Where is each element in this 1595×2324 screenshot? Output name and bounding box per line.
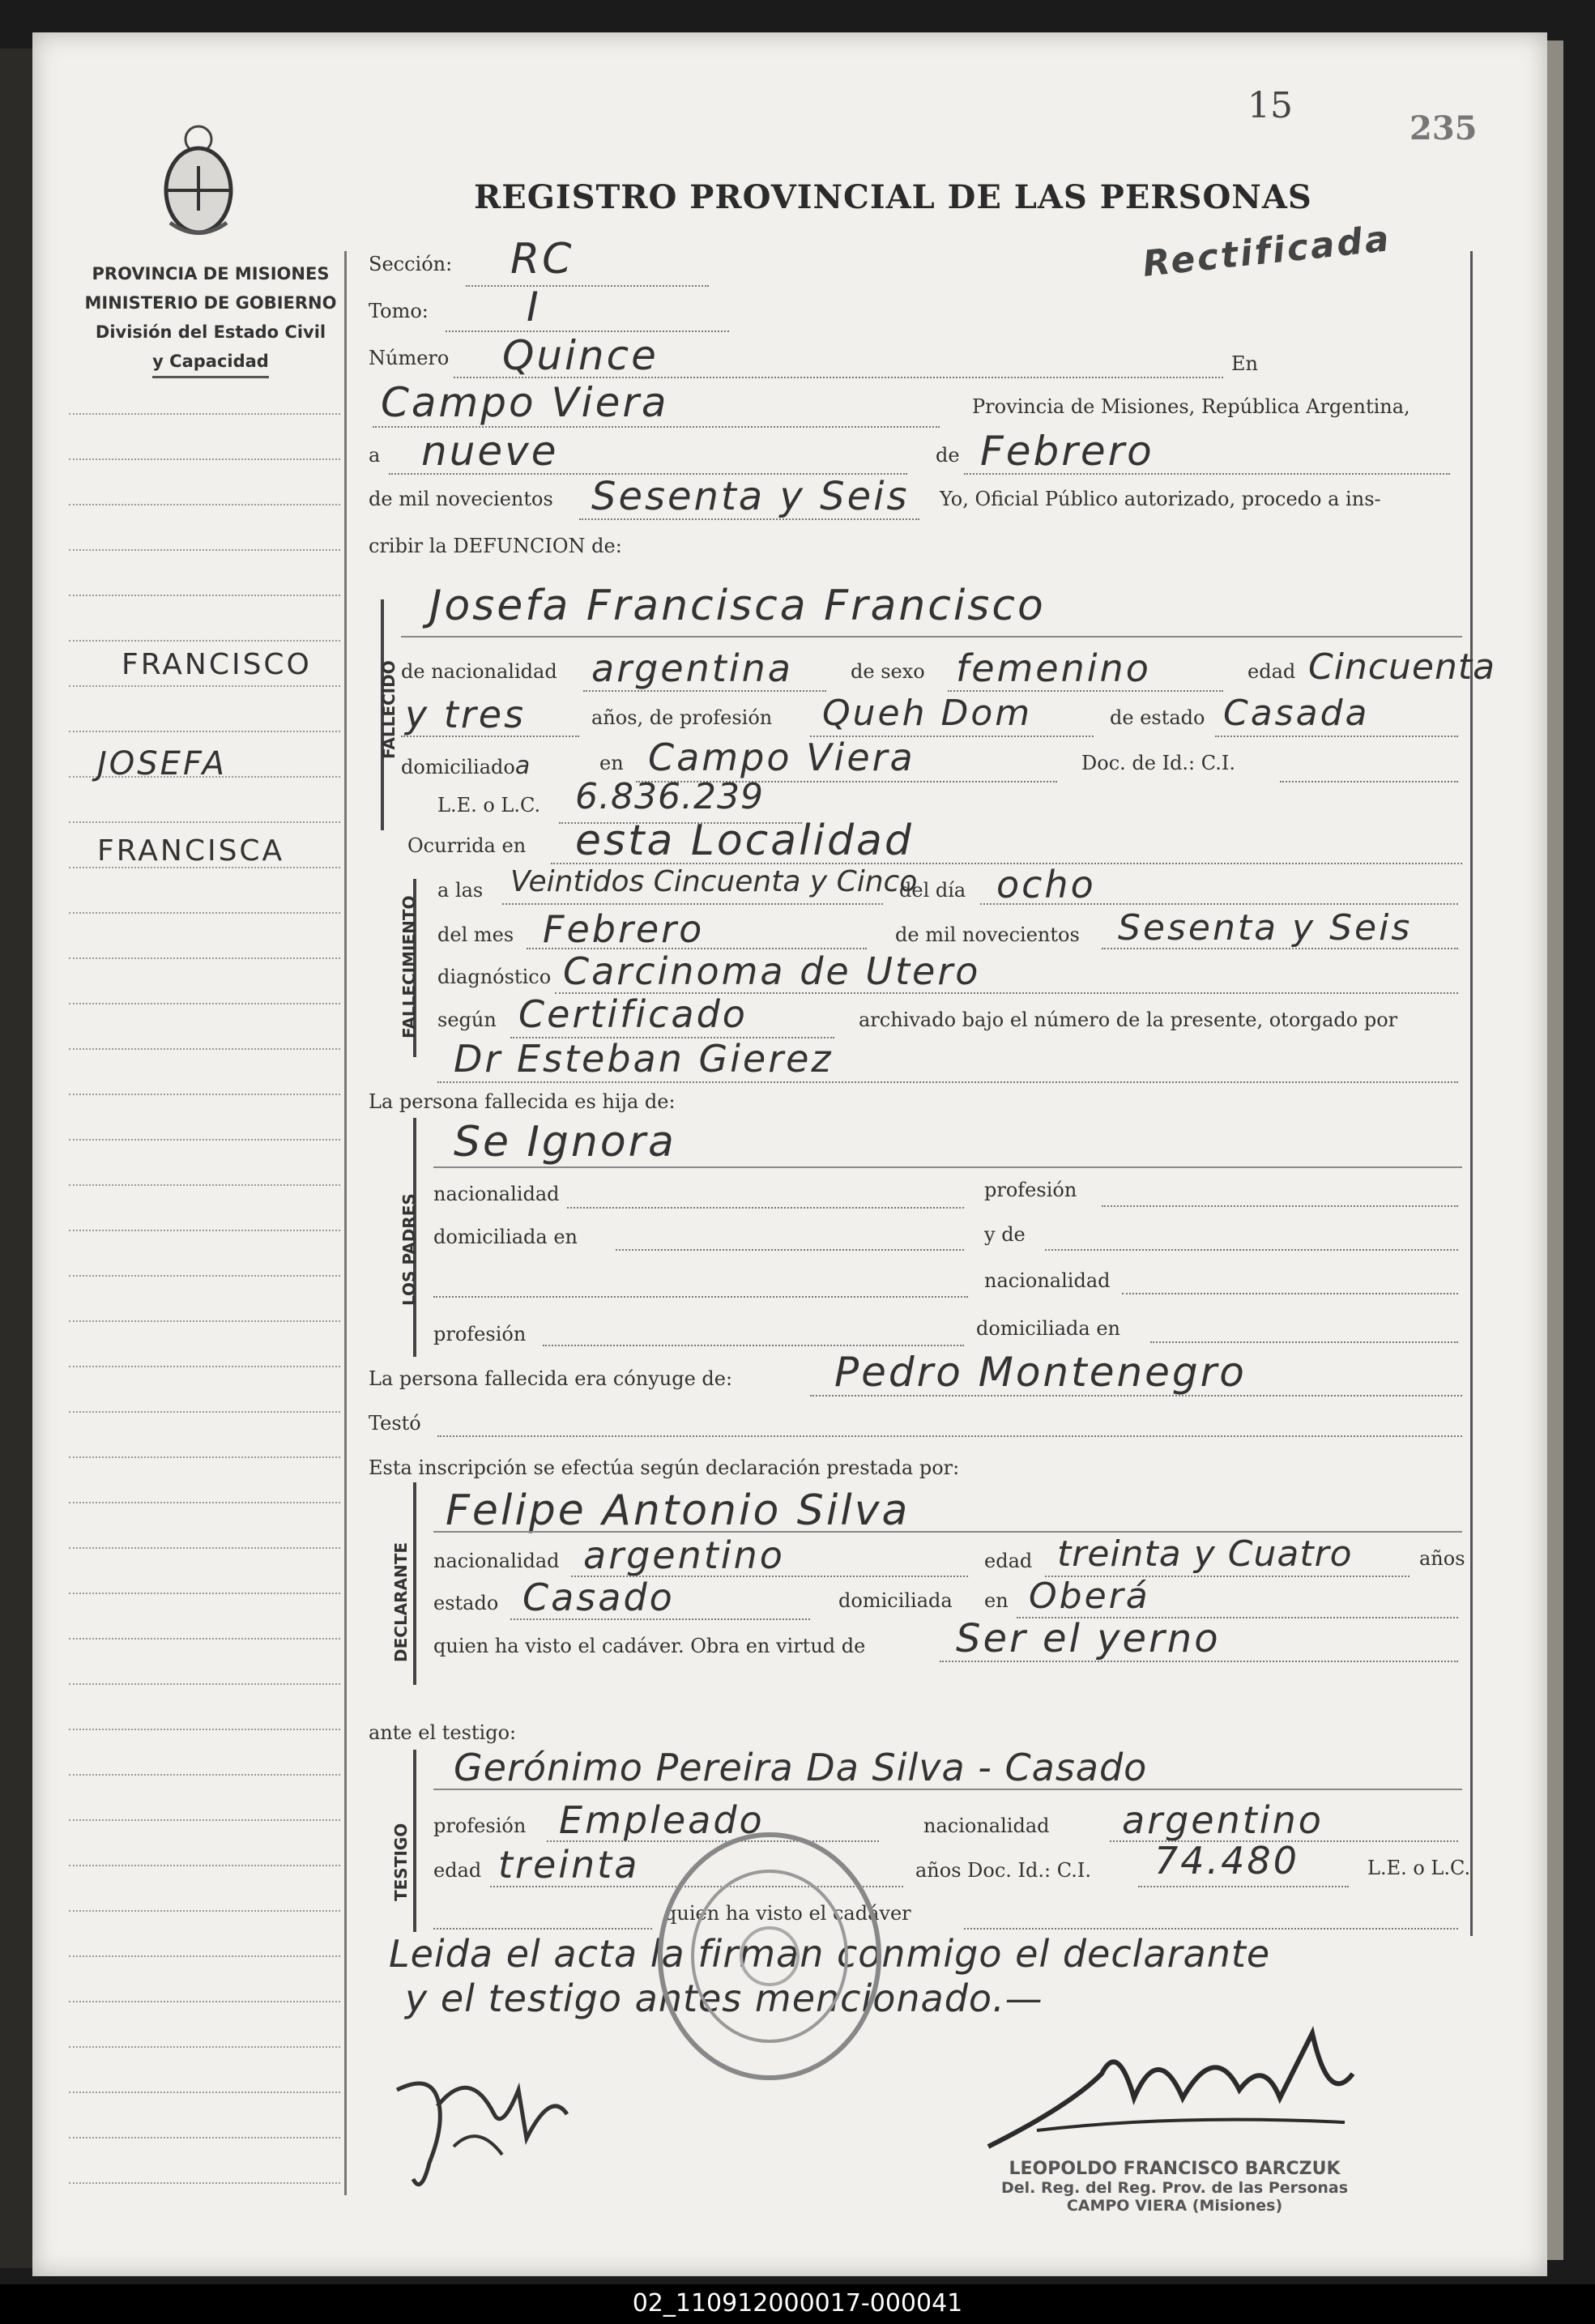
padres-y-de-label: y de	[984, 1223, 1026, 1246]
ante-testigo-label: ante el testigo:	[369, 1721, 517, 1744]
margin-rule-line	[69, 2001, 340, 2002]
seccion-label: Sección:	[369, 253, 453, 275]
oficial-place: CAMPO VIERA (Misiones)	[1066, 2197, 1283, 2215]
anio-value: Sesenta y Seis	[591, 474, 910, 519]
testigo-doc-label: años Doc. Id.: C.I.	[915, 1859, 1091, 1882]
numero-label: Número	[369, 347, 450, 369]
coat-of-arms-icon	[154, 122, 243, 243]
agency-line-2: MINISTERIO DE GOBIERNO	[84, 293, 337, 313]
testigo-edad-label: edad	[433, 1859, 482, 1882]
fallecido-le-value: 6.836.239	[575, 776, 764, 817]
fallecido-edad-label: edad	[1247, 660, 1296, 683]
fallecido-domicilio-value: Campo Viera	[648, 736, 915, 779]
declarante-edad-label: edad	[984, 1550, 1033, 1572]
margin-rule-line	[69, 685, 340, 687]
diagnostico-label: diagnóstico	[437, 966, 552, 988]
testigo-doc-value: 74.480	[1154, 1839, 1299, 1883]
declarante-domiciliada-label: domiciliada	[838, 1589, 953, 1612]
fallecido-estado-label: de estado	[1110, 706, 1205, 729]
margin-rule-line	[69, 549, 340, 551]
fallecido-nacionalidad-label: de nacionalidad	[401, 660, 557, 683]
a-label: a	[369, 444, 381, 467]
margin-rule-line	[69, 1774, 340, 1776]
margin-rule-line	[69, 1320, 340, 1322]
fallecimiento-section-label: FALLECIMIENTO	[399, 895, 419, 1038]
declarante-section-label: DECLARANTE	[391, 1542, 411, 1662]
oficial-text: Yo, Oficial Público autorizado, procedo a ins-	[940, 488, 1381, 510]
oficial-signature	[972, 2009, 1393, 2171]
a-las-label: a las	[437, 879, 484, 902]
testigo-nacionalidad-value: argentino	[1122, 1798, 1324, 1842]
margin-rule-line	[69, 2046, 340, 2048]
fallecido-sexo-value: femenino	[956, 646, 1151, 690]
padres-section-label: LOS PADRES	[399, 1193, 419, 1306]
margin-rule-line	[69, 2092, 340, 2093]
fallecido-section-label: FALLECIDO	[379, 660, 399, 759]
ocurrida-label: Ocurrida en	[407, 834, 527, 857]
margin-rule-line	[69, 957, 340, 959]
de-label: de	[936, 444, 960, 467]
padres-profesion2-label: profesión	[433, 1323, 527, 1345]
margin-rule-line	[69, 1094, 340, 1095]
provincia-text: Provincia de Misiones, República Argentina,	[972, 395, 1410, 418]
fallecido-nacionalidad-value: argentina	[591, 646, 793, 690]
official-seal	[648, 1827, 891, 2086]
medico-value: Dr Esteban Gierez	[454, 1037, 834, 1081]
margin-note-2: JOSEFA	[97, 745, 227, 782]
testigo-profesion-label: profesión	[433, 1814, 527, 1837]
margin-rule-line	[69, 1638, 340, 1640]
tomo-label: Tomo:	[369, 300, 429, 322]
declarante-edad-value: treinta y Cuatro	[1057, 1533, 1353, 1575]
hora-value: Veintidos Cincuenta y Cinco	[510, 865, 918, 898]
margin-rule-line	[69, 1955, 340, 1957]
margin-rule-line	[69, 1729, 340, 1730]
declarante-signature	[381, 2041, 624, 2203]
declarante-estado-label: estado	[433, 1592, 499, 1614]
fallecido-estado-value: Casada	[1223, 693, 1370, 734]
mes-value: Febrero	[980, 428, 1154, 475]
margin-rule-line	[69, 1819, 340, 1821]
margin-rule-line	[69, 458, 340, 460]
tomo-value: I	[527, 284, 541, 330]
testigo-nombre: Gerónimo Pereira Da Silva - Casado	[454, 1746, 1148, 1789]
margin-rule-line	[69, 1502, 340, 1503]
margin-rule-line	[69, 731, 340, 732]
margin-note-1: FRANCISCO	[122, 648, 312, 681]
margin-rule-line	[69, 1003, 340, 1004]
margin-rule-line	[69, 640, 340, 642]
padres-nombre-value: Se Ignora	[454, 1118, 676, 1166]
margin-rule-line	[69, 2182, 340, 2184]
fallecimiento-dia-value: ocho	[996, 863, 1096, 906]
en-label: En	[1231, 352, 1258, 375]
margin-rule-line	[69, 595, 340, 596]
margin-column-divider	[344, 251, 347, 2195]
numero-value: Quince	[502, 332, 659, 379]
margin-rule-line	[69, 1456, 340, 1458]
fallecido-sexo-label: de sexo	[851, 660, 925, 683]
oficial-name: LEOPOLDO FRANCISCO BARCZUK	[1009, 2159, 1341, 2179]
ocurrida-value: esta Localidad	[575, 817, 914, 865]
margin-rule-line	[69, 1230, 340, 1231]
margin-rule-line	[69, 1547, 340, 1549]
padres-domiciliada-label: domiciliada en	[433, 1226, 578, 1248]
anio-label: de mil novecientos	[369, 488, 553, 510]
cierre-line-1: Leida el acta la firman conmigo el declarante	[389, 1932, 1271, 1976]
agency-line-4: y Capacidad	[152, 347, 269, 378]
margin-rule-line	[69, 1411, 340, 1413]
lugar-value: Campo Viera	[381, 379, 669, 426]
testigo-profesion-value: Empleado	[559, 1798, 765, 1842]
testigo-nacionalidad-label: nacionalidad	[923, 1814, 1050, 1837]
diagnostico-value: Carcinoma de Utero	[563, 949, 981, 993]
fallecido-profesion-label: años, de profesión	[591, 706, 773, 729]
testigo-le-label: L.E. o L.C.	[1367, 1857, 1471, 1879]
fallecimiento-mil-label: de mil novecientos	[895, 923, 1080, 946]
domiciliado-text: domiciliado	[401, 756, 515, 778]
margin-rule-line	[69, 912, 340, 914]
declarante-en-label: en	[984, 1589, 1009, 1612]
margin-rule-line	[69, 1593, 340, 1594]
conyuge-value: Pedro Montenegro	[834, 1349, 1247, 1396]
padres-profesion-label: profesión	[984, 1179, 1077, 1201]
fallecido-edad-value: Cincuenta	[1308, 646, 1496, 688]
register-page	[32, 32, 1547, 2276]
declarante-nombre: Felipe Antonio Silva	[446, 1486, 911, 1535]
oficial-title: Del. Reg. del Reg. Prov. de las Personas	[1000, 2179, 1349, 2197]
padres-nacionalidad-label: nacionalidad	[433, 1183, 560, 1205]
testo-label: Testó	[369, 1412, 421, 1435]
fallecido-profesion-value: Queh Dom	[822, 693, 1033, 734]
margin-rule-line	[69, 1275, 340, 1277]
del-dia-label: del día	[899, 879, 966, 902]
cierre-line-2: y el testigo antes mencionado.—	[405, 1976, 1043, 2020]
margin-rule-line	[69, 413, 340, 415]
declarante-nacionalidad-value: argentino	[583, 1533, 785, 1577]
declarante-visto-label: quien ha visto el cadáver. Obra en virtud de	[433, 1635, 866, 1657]
seccion-value: RC	[510, 235, 574, 284]
archivado-text: archivado bajo el número de la presente, otorgado por	[859, 1008, 1398, 1031]
margin-rule-line	[69, 1184, 340, 1186]
page-title: REGISTRO PROVINCIAL DE LAS PERSONAS	[474, 178, 1312, 216]
fallecido-doc-label: Doc. de Id.: C.I.	[1081, 752, 1236, 774]
domiciliado-suffix: a	[514, 752, 531, 780]
inscribir-text: cribir la DEFUNCION de:	[369, 535, 622, 557]
right-border	[1470, 251, 1473, 1936]
testigo-section-label: TESTIGO	[391, 1823, 411, 1901]
margin-rule-line	[69, 2137, 340, 2139]
margin-note-3: FRANCISCA	[97, 834, 285, 868]
declarante-anios-label: años	[1419, 1547, 1465, 1570]
margin-rule-line	[69, 1366, 340, 1367]
fallecido-nombre: Josefa Francisca Francisco	[429, 582, 1046, 630]
margin-rule-line	[69, 1139, 340, 1141]
margin-rule-line	[69, 504, 340, 505]
margin-rule-line	[69, 1683, 340, 1685]
agency-block	[65, 259, 356, 378]
declarante-domicilio-value: Oberá	[1029, 1576, 1150, 1617]
fallecimiento-anio-value: Sesenta y Seis	[1118, 907, 1413, 949]
hija-label: La persona fallecida es hija de:	[369, 1090, 676, 1113]
testigo-edad-value: treinta	[498, 1843, 640, 1887]
fallecido-en-label: en	[599, 752, 624, 774]
declaracion-label: Esta inscripción se efectúa según declaración prestada por:	[369, 1456, 960, 1479]
margin-rule-line	[69, 821, 340, 823]
segun-value: Certificado	[518, 992, 748, 1036]
fallecido-le-label: L.E. o L.C.	[437, 794, 541, 817]
testigo-visto-label: quien ha visto el cadáver	[664, 1902, 911, 1925]
agency-line-3: División del Estado Civil	[95, 322, 326, 342]
margin-rule-line	[69, 1865, 340, 1866]
declarante-virtud-value: Ser el yerno	[956, 1616, 1221, 1661]
agency-line-1: PROVINCIA DE MISIONES	[92, 264, 330, 284]
dia-value: nueve	[421, 428, 559, 475]
margin-rule-line	[69, 1048, 340, 1050]
corner-number: 235	[1409, 109, 1478, 147]
page-number: 15	[1247, 85, 1293, 126]
fallecimiento-mes-value: Febrero	[543, 907, 705, 951]
segun-label: según	[437, 1008, 497, 1031]
oficial-stamp	[964, 2159, 1385, 2215]
padres-nacionalidad2-label: nacionalidad	[984, 1269, 1111, 1292]
fallecido-domiciliado-label	[401, 752, 530, 780]
declarante-estado-value: Casado	[522, 1576, 675, 1619]
rectificada-stamp: Rectificada	[1141, 218, 1393, 285]
del-mes-label: del mes	[437, 923, 514, 946]
image-caption: 02_110912000017-000041	[632, 2289, 963, 2318]
declarante-nacionalidad-label: nacionalidad	[433, 1550, 560, 1572]
padres-domiciliada2-label: domiciliada en	[976, 1317, 1120, 1340]
conyuge-label: La persona fallecida era cónyuge de:	[369, 1367, 733, 1390]
margin-rule-line	[69, 1910, 340, 1912]
fallecido-edad-value-2: y tres	[405, 693, 527, 736]
